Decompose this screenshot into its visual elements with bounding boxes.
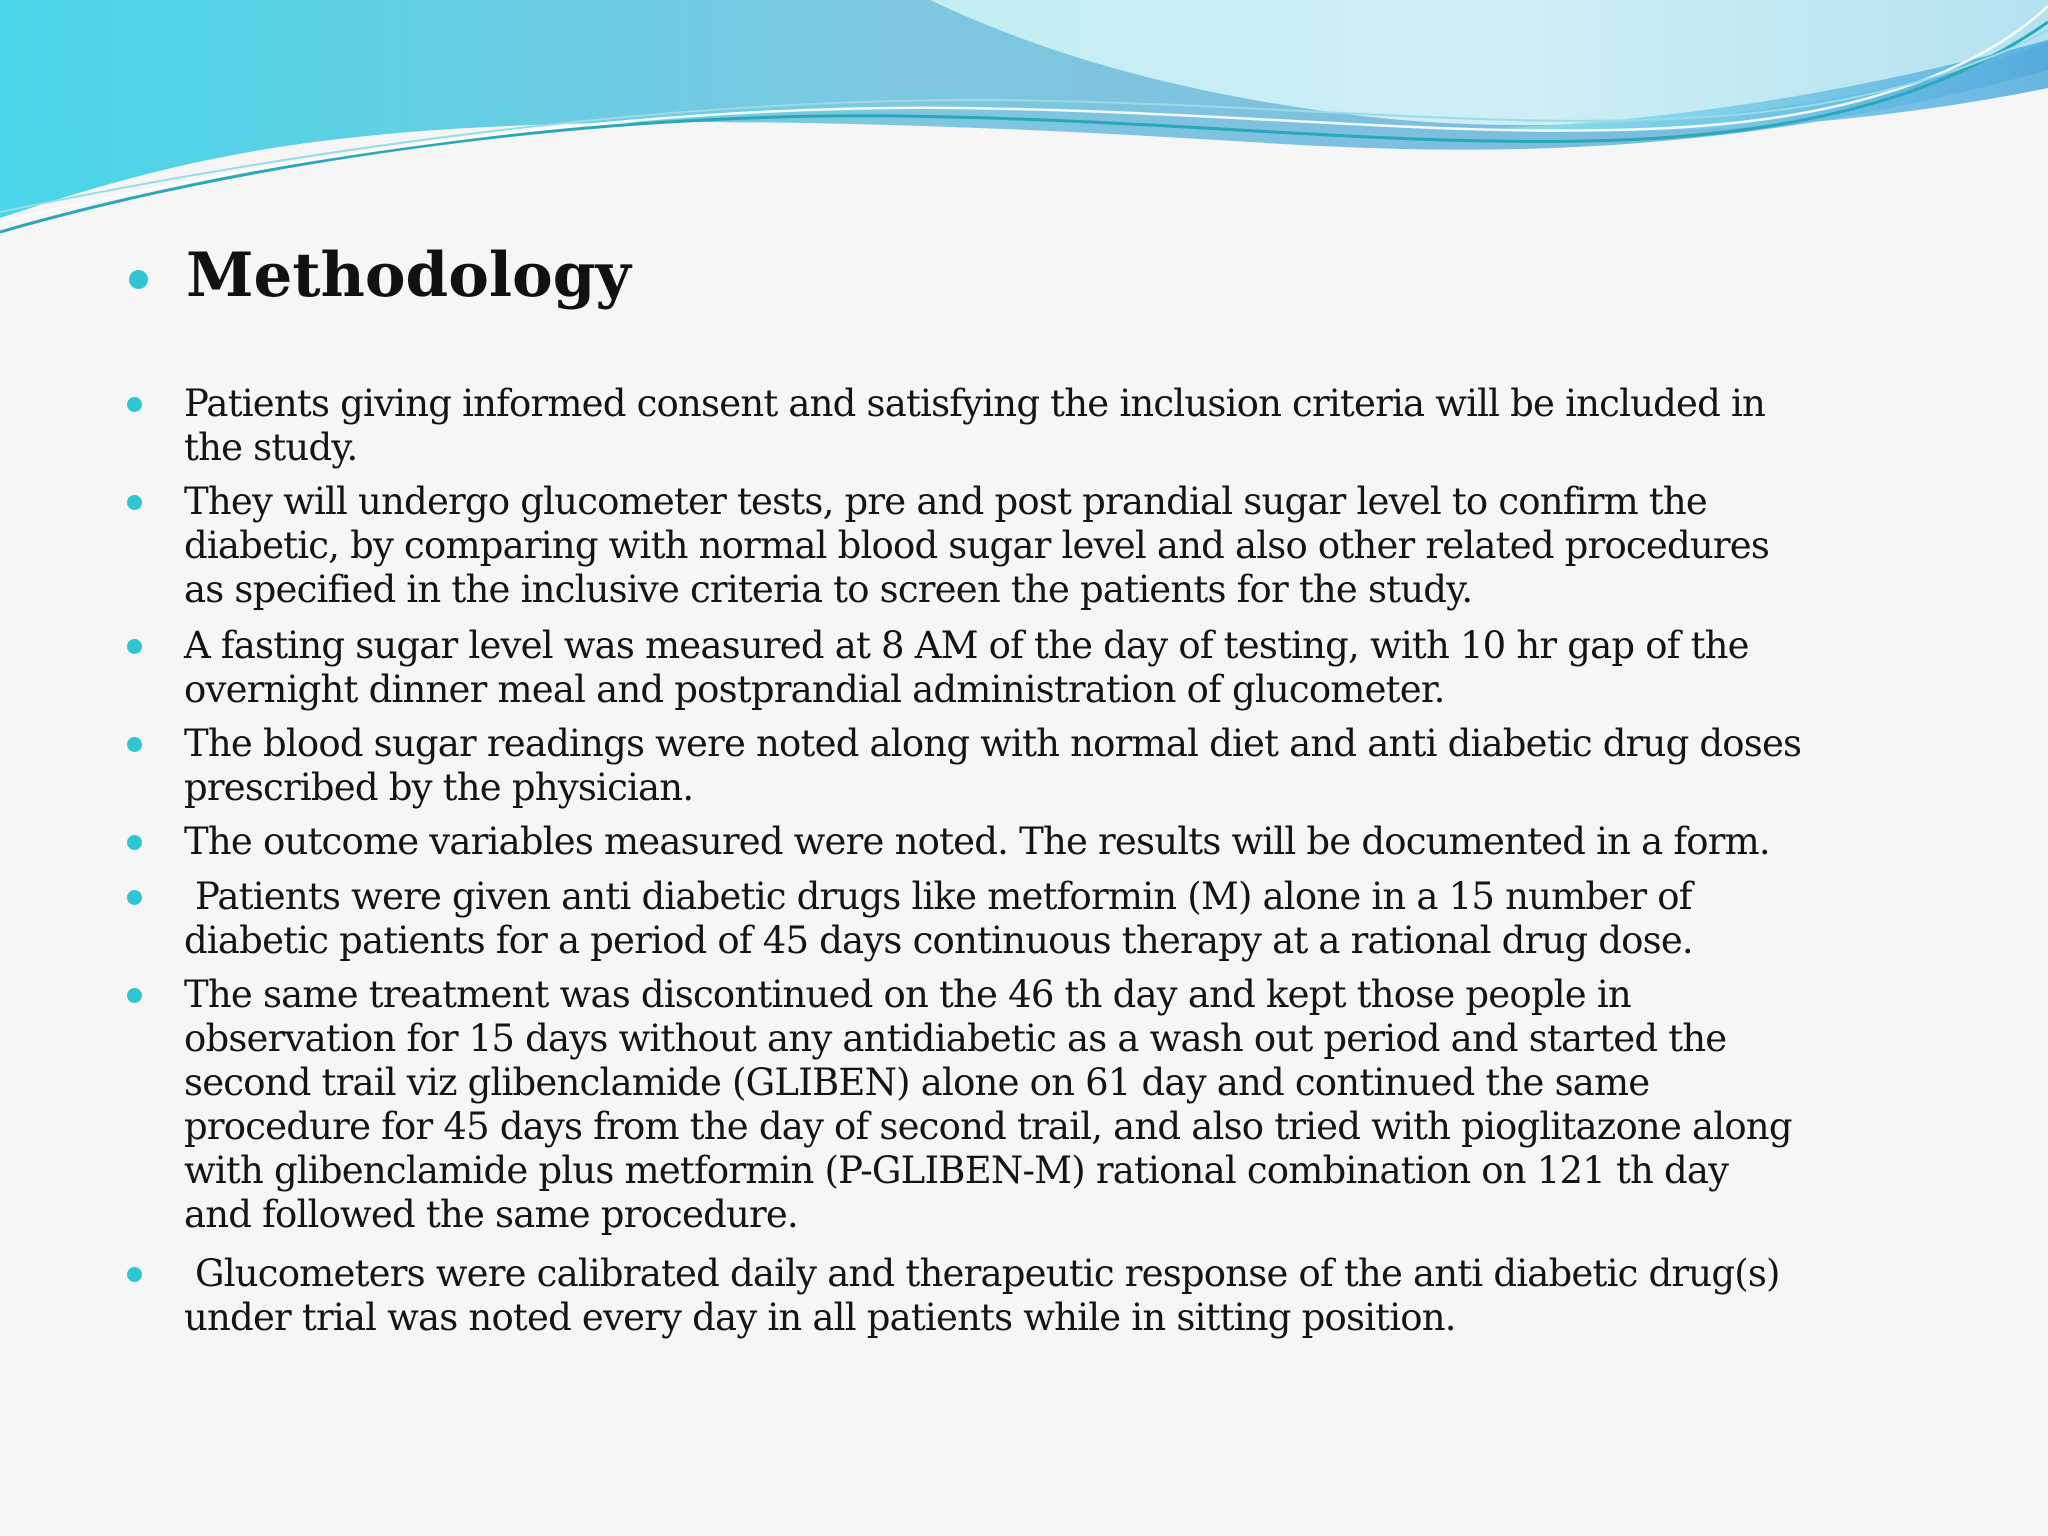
bullet-text (184, 973, 1944, 1237)
bullet-text (184, 382, 1944, 470)
bullet-text-line: diabetic, by comparing with normal blood sugar level and also other related procedures (184, 524, 1770, 567)
bullet-text (184, 820, 1944, 864)
bullet-text-line: Glucometers were calibrated daily and therapeutic response of the anti diabetic drug(s) (184, 1252, 1780, 1295)
bullet-dot-icon (127, 737, 142, 752)
bullet-text-line: overnight dinner meal and postprandial administration of glucometer. (184, 668, 1445, 711)
bullet-text (184, 875, 1944, 963)
bullet-text-line: prescribed by the physician. (184, 766, 694, 809)
bullet-dot-icon (127, 890, 142, 905)
bullet-text-line: with glibenclamide plus metformin (P-GLIBEN-M) rational combination on 121 th day (184, 1149, 1729, 1192)
bullet-text-line: under trial was noted every day in all patients while in sitting position. (184, 1296, 1456, 1339)
bullet-text-line: A fasting sugar level was measured at 8 AM of the day of testing, with 10 hr gap of the (184, 624, 1749, 667)
bullet-text (184, 722, 1944, 810)
bullet-text-line: second trail viz glibenclamide (GLIBEN) alone on 61 day and continued the same (184, 1061, 1650, 1104)
bullet-text-line: The outcome variables measured were noted. The results will be documented in a form. (184, 820, 1770, 863)
bullet-text-line: They will undergo glucometer tests, pre and post prandial sugar level to confirm the (184, 480, 1708, 523)
bullet-text-line: as specified in the inclusive criteria to screen the patients for the study. (184, 568, 1473, 611)
bullet-text (184, 624, 1944, 712)
bullet-text-line: procedure for 45 days from the day of second trail, and also tried with pioglitazone along (184, 1105, 1792, 1148)
bullet-dot-icon (127, 1267, 142, 1282)
bullet-text-line: the study. (184, 426, 358, 469)
bullet-dot-icon (127, 495, 142, 510)
bullet-text-line: The same treatment was discontinued on the 46 th day and kept those people in (184, 973, 1631, 1016)
bullet-text-line: Patients were given anti diabetic drugs like metformin (M) alone in a 15 number of (184, 875, 1692, 918)
slide-title: Methodology (186, 240, 631, 311)
bullet-text-line: Patients giving informed consent and satisfying the inclusion criteria will be included in (184, 382, 1766, 425)
bullet-dot-icon (127, 397, 142, 412)
bullet-text (184, 480, 1944, 612)
bullet-dot-icon (127, 988, 142, 1003)
bullet-dot-icon (127, 639, 142, 654)
bullet-text-line: and followed the same procedure. (184, 1193, 798, 1236)
bullet-text (184, 1252, 1944, 1340)
title-bullet-icon (129, 270, 148, 289)
bullet-dot-icon (127, 835, 142, 850)
bullet-text-line: The blood sugar readings were noted along with normal diet and anti diabetic drug doses (184, 722, 1802, 765)
bullet-text-line: diabetic patients for a period of 45 days continuous therapy at a rational drug dose. (184, 919, 1693, 962)
bullet-text-line: observation for 15 days without any antidiabetic as a wash out period and started the (184, 1017, 1727, 1060)
